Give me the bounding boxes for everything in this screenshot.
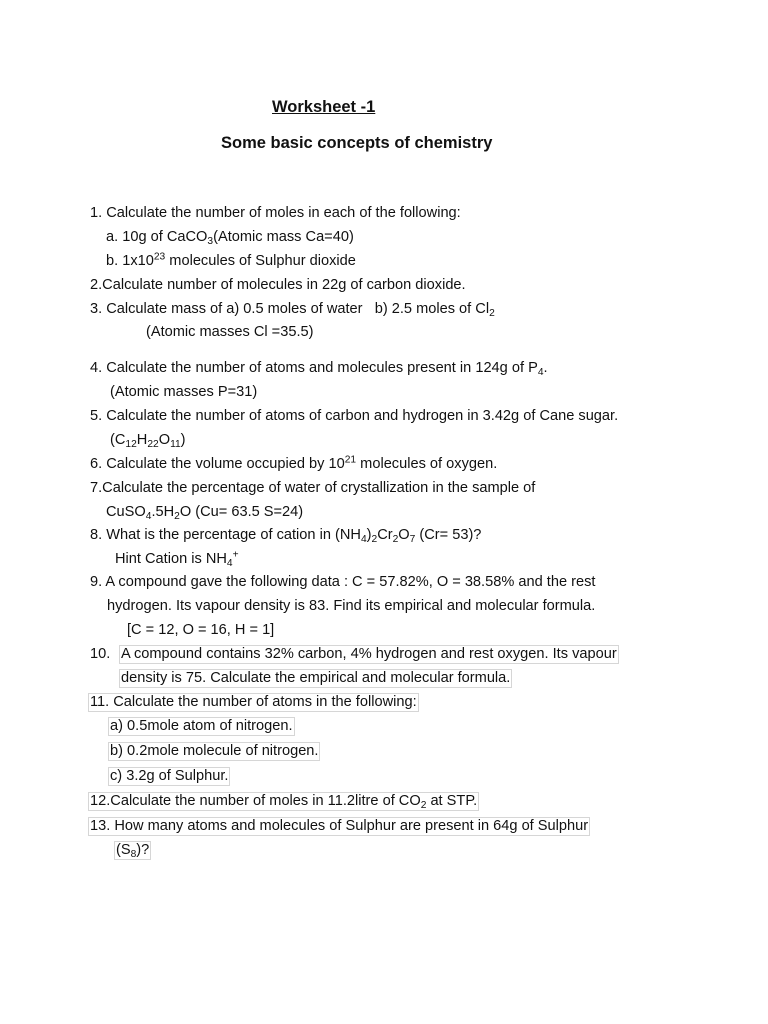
question-13: 13. How many atoms and molecules of Sulphur are present in 64g of Sulphur (90, 818, 589, 834)
question-2: 2.Calculate number of molecules in 22g of carbon dioxide. (90, 277, 466, 293)
question-11b: b) 0.2mole molecule of nitrogen. (110, 743, 319, 759)
question-7: 7.Calculate the percentage of water of crystallization in the sample of (90, 480, 536, 496)
question-4-hint: (Atomic masses P=31) (110, 384, 258, 400)
question-13-formula: $(S_8)$? (116, 842, 150, 861)
question-3-hint: (Atomic masses Cl =35.5) (146, 324, 314, 340)
question-10-line-2: density is 75. Calculate the empirical and molecular formula. (121, 670, 511, 686)
question-10: A compound contains 32% carbon, 4% hydrogen and rest oxygen. Its vapour (121, 646, 617, 662)
question-9-atomic-masses: [C = 12, O = 16, H = 1] (127, 622, 275, 638)
question-7-formula: $CuSO_4.5H_2O$ (Cu= 63.5 S=24) (106, 504, 304, 523)
question-8: 8. What is the percentage of cation in $(NH_4)_2Cr_2O_7$ (Cr= 53)? (90, 527, 482, 546)
question-1a: a. 10g of CaCO$_3$(Atomic mass Ca=40) (106, 229, 354, 248)
question-3: 3. Calculate mass of a) 0.5 moles of water b) 2.5 moles of $Cl_2$ (90, 301, 495, 320)
question-11a: a) 0.5mole atom of nitrogen. (110, 718, 293, 734)
question-6: 6. Calculate the volume occupied by $10^{21}$ molecules of oxygen. (90, 454, 498, 472)
question-11: 11. Calculate the number of atoms in the following: (90, 694, 417, 710)
question-10-number: 10. (90, 646, 111, 662)
question-1: 1. Calculate the number of moles in each of the following: (90, 205, 461, 221)
question-4: 4. Calculate the number of atoms and molecules present in 124g of $P_4$. (90, 360, 548, 379)
question-5: 5. Calculate the number of atoms of carbon and hydrogen in 3.42g of Cane sugar. (90, 408, 619, 424)
question-9-line-2: hydrogen. Its vapour density is 83. Find its empirical and molecular formula. (107, 598, 596, 614)
question-12: 12.Calculate the number of moles in 11.2litre of $CO_2$ at STP. (90, 793, 478, 812)
question-11c: c) 3.2g of Sulphur. (110, 768, 229, 784)
worksheet-title: Worksheet -1 (272, 98, 376, 116)
question-8-hint: Hint Cation is $NH_4^+$ (115, 549, 239, 570)
question-5-formula: $(C_{12}H_{22}O_{11})$ (110, 432, 186, 451)
question-9: 9. A compound gave the following data : C = 57.82%, O = 38.58% and the rest (90, 574, 596, 590)
worksheet-subtitle: Some basic concepts of chemistry (221, 134, 493, 152)
question-1b: b. $1x10^{23}$ molecules of Sulphur dioxide (106, 251, 356, 269)
